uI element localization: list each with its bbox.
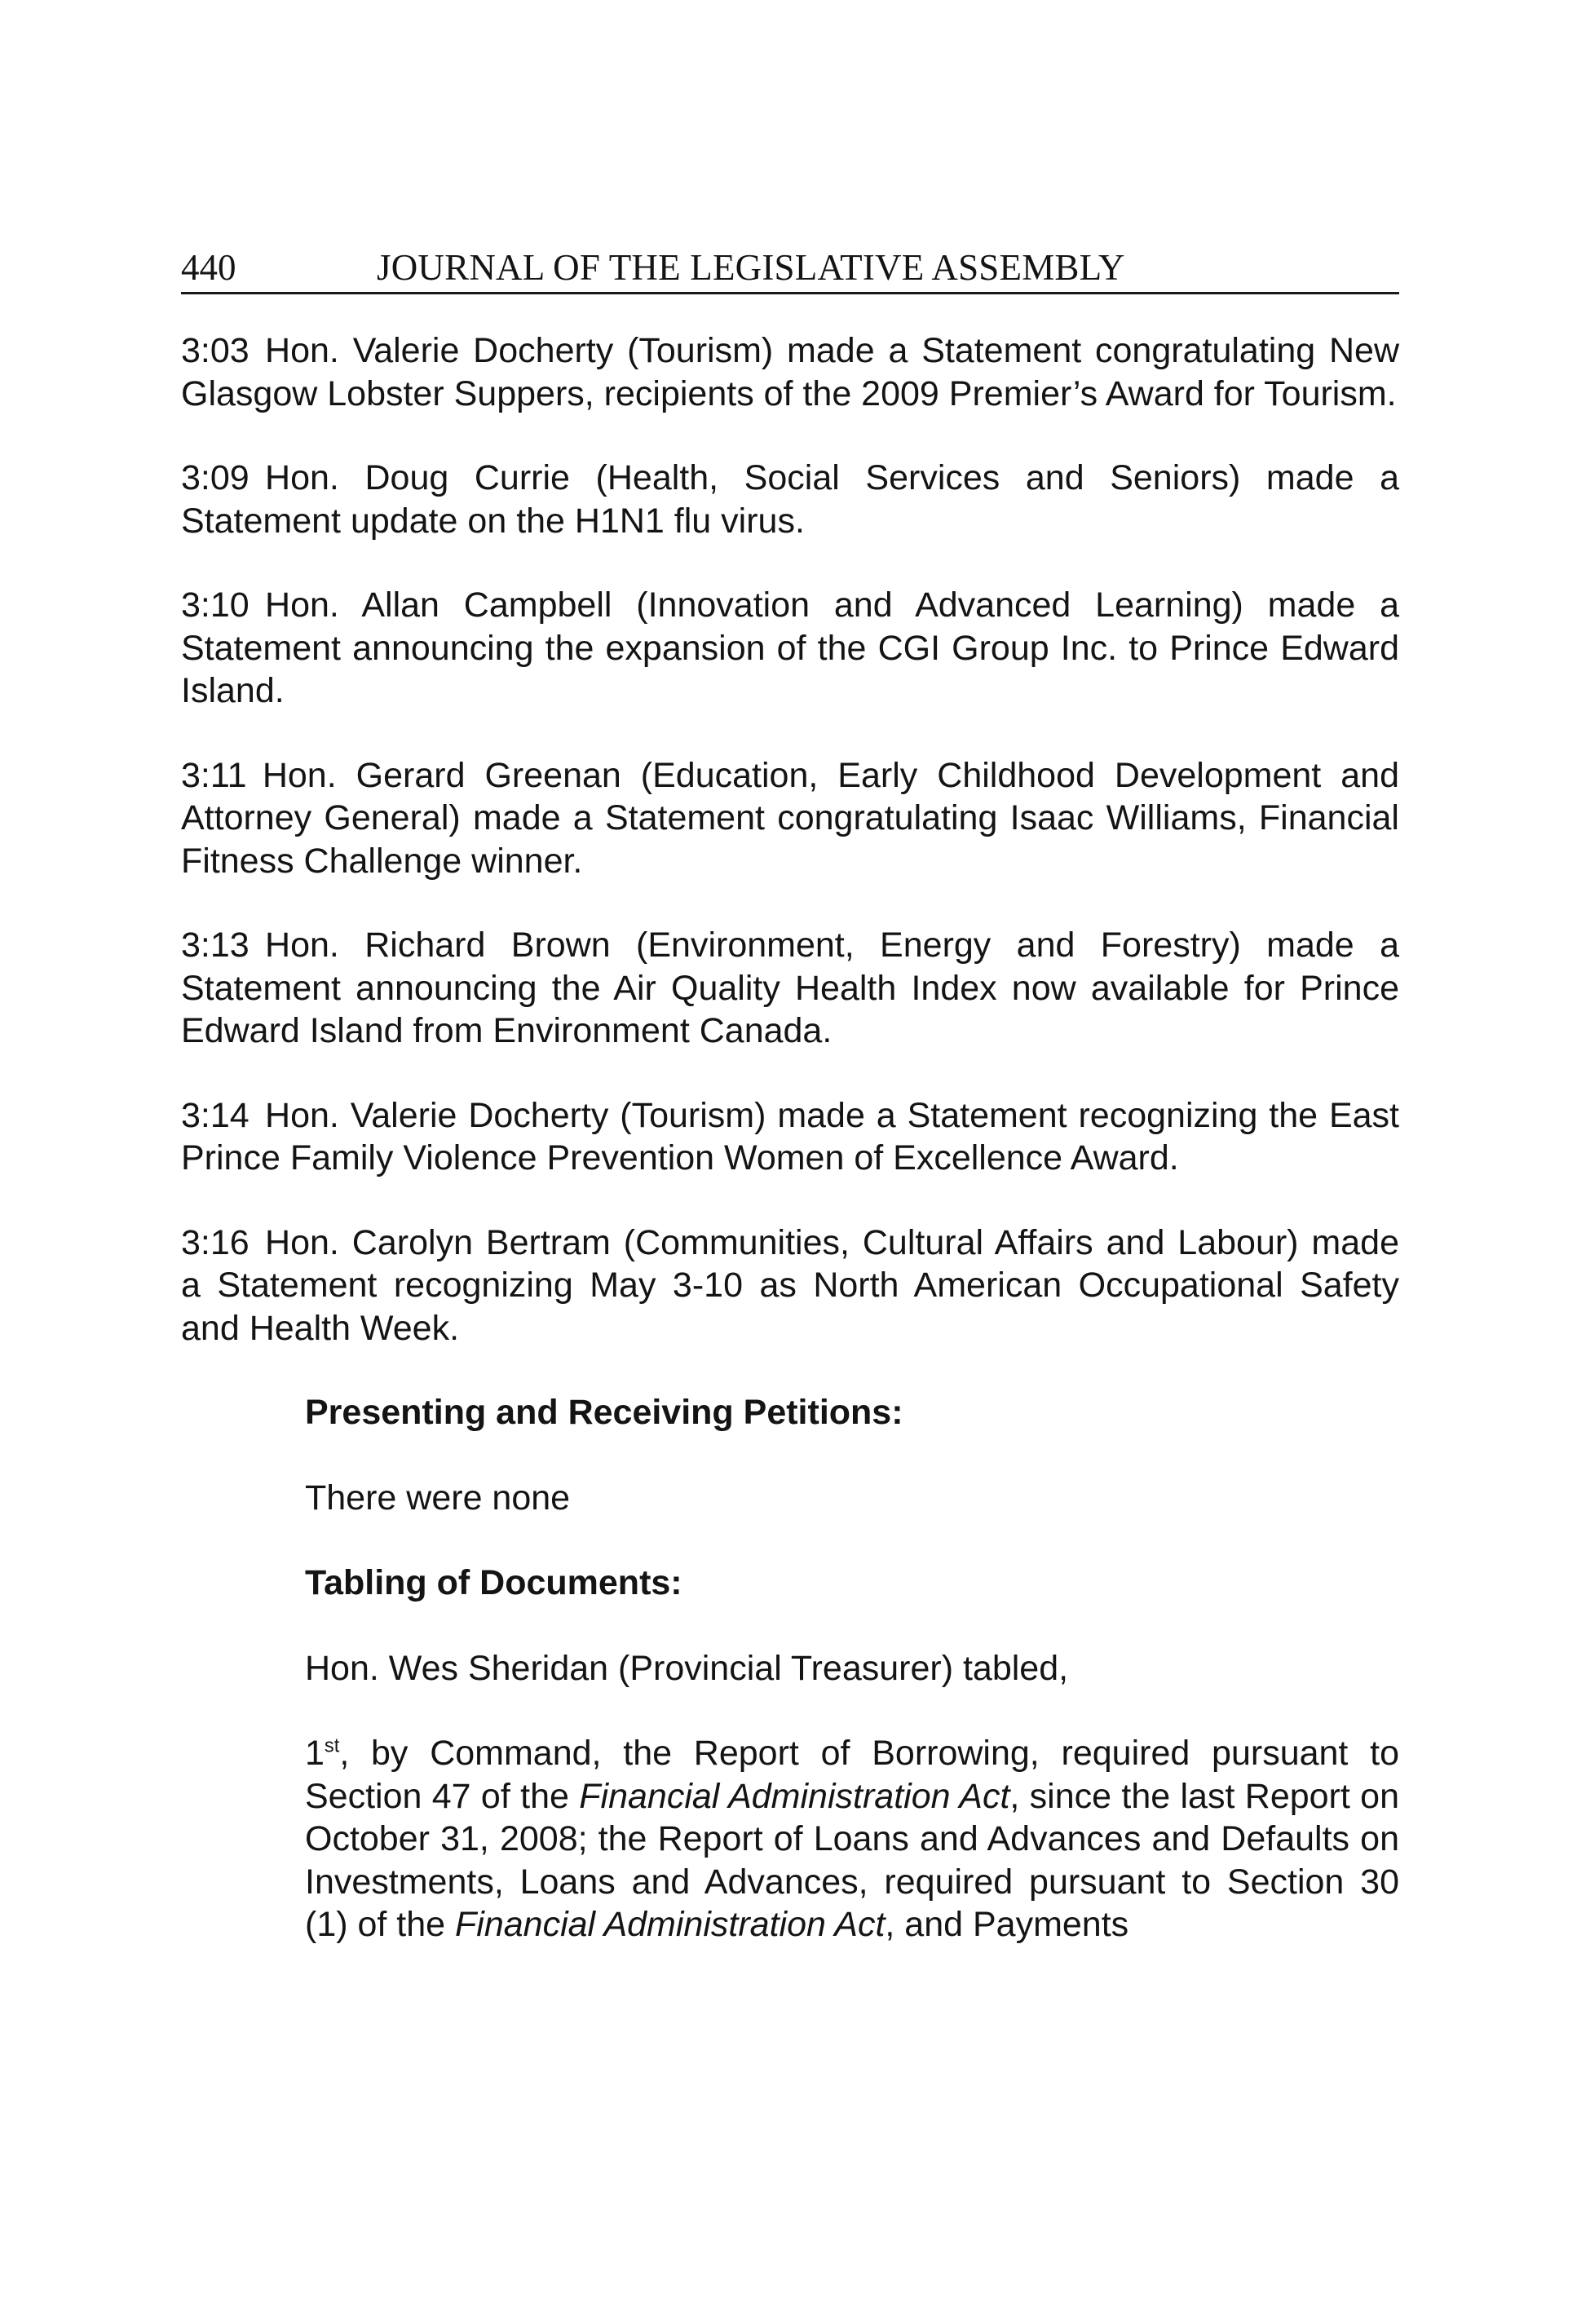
statement-entry [181, 329, 1399, 415]
statement-entry [181, 584, 1399, 713]
act-title: Financial Administration Act [455, 1905, 886, 1944]
statement-text: Hon. Doug Currie (Health, Social Services and Seniors) made a Statement update on the H1N1 flu virus. [181, 458, 1399, 541]
tabling-intro: Hon. Wes Sheridan (Provincial Treasurer) tabled, [305, 1648, 1069, 1688]
statement-text: Hon. Valerie Docherty (Tourism) made a Statement recognizing the East Prince Family Violence Prevention Women of Excellence Award. [181, 1095, 1399, 1177]
statement-text: Hon. Carolyn Bertram (Communities, Cultural Affairs and Labour) made a Statement recognizing May 3-10 as North American Occupational Safety and Health Week. [181, 1222, 1399, 1348]
tabled-item-number: 1 [305, 1734, 325, 1773]
statement-time: 3:16 [181, 1222, 250, 1262]
statement-time: 3:13 [181, 926, 250, 965]
statement-text: Hon. Valerie Docherty (Tourism) made a Statement congratulating New Glasgow Lobster Suppers, recipients of the 2009 Premier’s Award for Tourism. [181, 331, 1399, 413]
statement-time: 3:10 [181, 585, 250, 625]
statement-time: 3:14 [181, 1095, 250, 1135]
statement-entry [181, 1094, 1399, 1180]
running-title: JOURNAL OF THE LEGISLATIVE ASSEMBLY [377, 247, 1125, 288]
page-header [181, 243, 1399, 294]
statement-text: Hon. Allan Campbell (Innovation and Advanced Learning) made a Statement announcing the expansion of the CGI Group Inc. to Prince Edward Island. [181, 585, 1399, 710]
tabled-item-text: , and Payments [885, 1905, 1129, 1944]
tabled-item [305, 1732, 1399, 1946]
tabled-item-text: , by Command, the Report of Borrowing, required pursuant to Section 47 of the [305, 1734, 1399, 1816]
petitions-text: There were none [305, 1478, 571, 1518]
statement-text: Hon. Gerard Greenan (Education, Early Childhood Development and Attorney General) made a Statement congratulating Isaac Williams, Financial Fitness Challenge winner. [181, 755, 1399, 881]
statement-time: 3:03 [181, 331, 250, 370]
statement-entry [181, 924, 1399, 1053]
page-number: 440 [181, 247, 236, 288]
statement-entry [181, 457, 1399, 542]
tabled-item-text: , since the last Report on October 31, 2008; the Report of Loans and Advances and Defaults on Investments, Loans and Advances, required pursuant to Section 30 (1) of the [305, 1776, 1399, 1944]
statement-entry [181, 754, 1399, 883]
statement-time: 3:11 [181, 755, 247, 795]
petitions-heading: Presenting and Receiving Petitions: [305, 1393, 903, 1432]
statement-time: 3:09 [181, 458, 250, 497]
statement-text: Hon. Richard Brown (Environment, Energy and Forestry) made a Statement announcing the Air Quality Health Index now available for Prince Edward Island from Environment Canada. [181, 926, 1399, 1050]
act-title: Financial Administration Act [579, 1776, 1010, 1816]
journal-body [181, 329, 1399, 1989]
statement-entry [181, 1222, 1399, 1350]
tabling-heading: Tabling of Documents: [305, 1563, 682, 1602]
tabled-item-ordinal: st [324, 1735, 340, 1757]
